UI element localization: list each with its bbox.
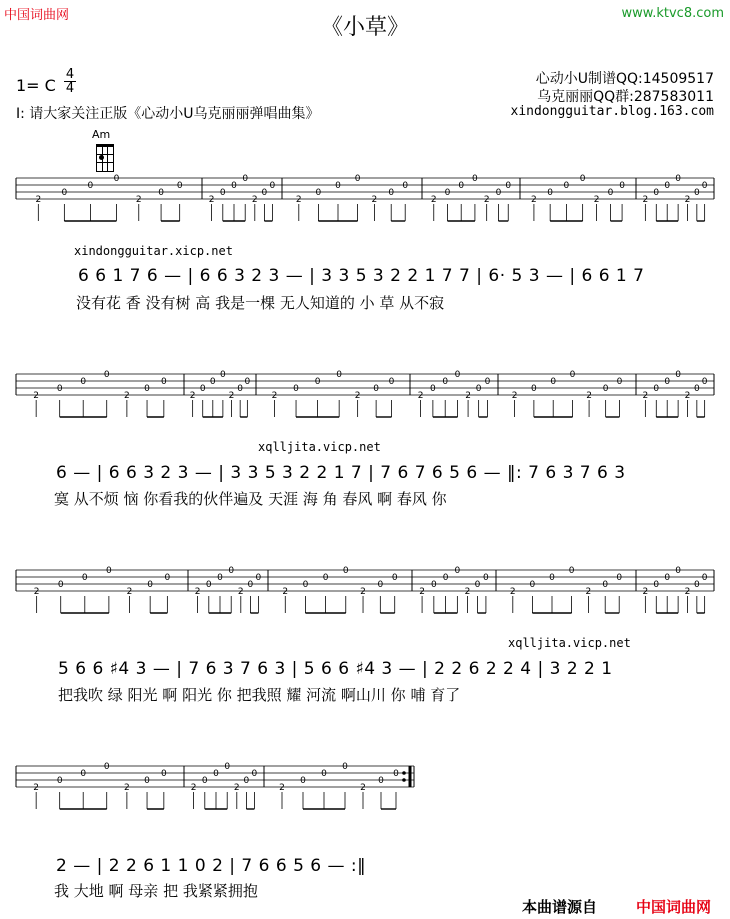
tab-fret-number: 0 — [454, 566, 461, 576]
tab-fret-number: 0 — [342, 762, 348, 772]
tab-fret-number: 2 — [251, 195, 258, 205]
tab-fret-number: 2 — [271, 391, 278, 401]
watermark-2: xqlljita.vicp.net — [258, 440, 381, 454]
tab-fret-number: 2 — [684, 587, 691, 597]
lyrics-line-4: 我 大地 啊 母亲 把 我紧紧拥抱 — [54, 882, 258, 900]
tab-fret-number: 0 — [57, 580, 64, 590]
repeat-dot — [402, 778, 406, 782]
tab-fret-number: 2 — [194, 587, 201, 597]
footer-source-label: 本曲谱源自 — [522, 898, 598, 916]
tab-fret-number: 2 — [642, 391, 649, 401]
tab-fret-number: 0 — [213, 769, 219, 779]
tab-fret-number: 0 — [147, 580, 154, 590]
tab-fret-number: 0 — [293, 384, 299, 394]
blog-text: xindongguitar.blog.163.com — [510, 104, 714, 119]
tab-fret-number: 2 — [684, 391, 691, 401]
tab-fret-number: 0 — [430, 580, 437, 590]
tab-fret-number: 0 — [164, 573, 171, 583]
tab-fret-number: 0 — [314, 377, 321, 387]
tab-fret-number: 0 — [701, 181, 708, 191]
repeat-dot — [402, 771, 406, 775]
tab-fret-number: 0 — [550, 377, 557, 387]
tab-fret-number: 0 — [144, 776, 150, 786]
maker-text: 心动小U制谱QQ:14509517 — [535, 71, 714, 87]
tab-fret-number: 0 — [458, 181, 465, 191]
tab-fret-number: 0 — [619, 181, 625, 191]
notation-line-1: 6 6 1 7 6 — | 6 6 3 2 3 — | 3 3 5 3 2 2 1 7 7 | 6· 5 3 — | 6 6 1 7 — [78, 266, 645, 286]
tab-fret-number: 0 — [315, 188, 322, 198]
tab-fret-number: 0 — [607, 188, 614, 198]
tab-fret-number: 0 — [87, 181, 94, 191]
tab-fret-number: 0 — [388, 188, 395, 198]
site-logo-left[interactable]: 中国词曲网 — [4, 8, 70, 23]
tab-fret-number: 0 — [220, 370, 226, 380]
tab-fret-number: 0 — [547, 188, 554, 198]
tab-fret-number: 0 — [579, 174, 586, 184]
tab-fret-number: 0 — [199, 384, 206, 394]
tab-fret-number: 0 — [664, 573, 671, 583]
tab-fret-number: 0 — [113, 174, 120, 184]
tab-fret-number: 0 — [529, 580, 536, 590]
tab-fret-number: 2 — [228, 391, 235, 401]
tab-fret-number: 2 — [33, 391, 40, 401]
tab-fret-number: 0 — [224, 762, 231, 772]
lyrics-line-3: 把我吹 绿 阳光 啊 阳光 你 把我照 耀 河流 啊山川 你 哺 育了 — [58, 686, 461, 704]
tab-fret-number: 2 — [124, 391, 130, 401]
tab-fret-number: 0 — [602, 580, 609, 590]
notation-line-2: 6 — | 6 6 3 2 3 — | 3 3 5 3 2 2 1 7 | 7 6 7 6 5 6 — ‖: 7 6 3 7 6 3 — [56, 463, 626, 483]
tab-fret-number: 0 — [237, 384, 244, 394]
tab-fret-number: 0 — [219, 188, 226, 198]
tab-fret-number: 0 — [472, 174, 478, 184]
lyrics-line-1: 没有花 香 没有树 高 我是一棵 无人知道的 小 草 从不寂 — [76, 294, 445, 312]
tab-fret-number: 2 — [282, 587, 289, 597]
tab-fret-number: 0 — [483, 573, 489, 583]
tab-fret-number: 2 — [464, 587, 471, 597]
tab-fret-number: 0 — [247, 580, 254, 590]
tab-fret-number: 0 — [209, 377, 216, 387]
tab-fret-number: 2 — [593, 195, 600, 205]
tab-fret-number: 0 — [430, 384, 436, 394]
tab-fret-number: 0 — [653, 384, 660, 394]
tab-fret-number: 0 — [495, 188, 502, 198]
tab-fret-number: 2 — [35, 195, 42, 205]
tab-fret-number: 2 — [586, 391, 592, 401]
tab-fret-number: 0 — [231, 181, 237, 191]
tab-fret-number: 0 — [336, 370, 343, 380]
tab-fret-number: 0 — [103, 762, 110, 772]
tab-fret-number: 0 — [505, 181, 512, 191]
tab-fret-number: 0 — [255, 573, 262, 583]
tab-fret-number: 0 — [158, 188, 164, 198]
tab-fret-number: 2 — [126, 587, 133, 597]
group-text: 乌克丽丽QQ群:287583011 — [537, 89, 714, 105]
tab-fret-number: 0 — [653, 580, 660, 590]
tab-fret-number: 0 — [261, 188, 268, 198]
tab-fret-number: 0 — [144, 384, 150, 394]
tab-fret-number: 2 — [419, 587, 425, 597]
tab-fret-number: 0 — [378, 776, 384, 786]
tab-fret-number: 0 — [377, 580, 384, 590]
tab-fret-number: 0 — [693, 384, 700, 394]
tab-fret-number: 0 — [474, 580, 481, 590]
tab-fret-number: 0 — [475, 384, 482, 394]
tab-fret-number: 0 — [56, 384, 63, 394]
tab-fret-number: 0 — [664, 181, 671, 191]
tab-fret-number: 0 — [693, 580, 700, 590]
tab-fret-number: 0 — [160, 377, 167, 387]
tab-fret-number: 0 — [243, 776, 250, 786]
tab-fret-number: 2 — [360, 587, 366, 597]
tab-fret-number: 0 — [342, 566, 349, 576]
site-url-right[interactable]: www.ktvc8.com — [621, 6, 724, 21]
tab-fret-number: 0 — [391, 573, 398, 583]
tab-fret-number: 2 — [33, 587, 40, 597]
tab-fret-number: 2 — [190, 783, 197, 793]
tab-fret-number: 0 — [217, 573, 223, 583]
tab-fret-number: 0 — [354, 174, 361, 184]
tab-fret-number: 0 — [201, 776, 208, 786]
watermark-3: xqlljita.vicp.net — [508, 636, 631, 650]
tab-fret-number: 0 — [80, 377, 87, 387]
tab-fret-number: 0 — [228, 566, 235, 576]
tab-fret-number: 0 — [616, 377, 623, 387]
notation-line-3: 5 6 6 ♯4 3 — | 7 6 3 7 6 3 | 5 6 6 ♯4 3 — | 2 2 6 2 2 4 | 3 2 2 1 — [58, 659, 613, 679]
tab-fret-number: 2 — [465, 391, 471, 401]
tab-fret-number: 0 — [563, 181, 570, 191]
page-title: 《小草》 — [320, 15, 409, 40]
tab-fret-number: 0 — [61, 188, 68, 198]
tab-fret-number: 0 — [242, 174, 249, 184]
tab-fret-number: 0 — [444, 188, 451, 198]
tab-fret-number: 0 — [616, 573, 623, 583]
tab-fret-number: 0 — [269, 181, 276, 191]
tab-fret-number: 0 — [454, 370, 461, 380]
tab-fret-number: 0 — [664, 377, 671, 387]
tab-fret-number: 2 — [135, 195, 142, 205]
tab-fret-number: 0 — [549, 573, 555, 583]
tab-fret-number: 2 — [360, 783, 366, 793]
notation-line-4: 2 — | 2 2 6 1 1 0 2 | 7 6 6 5 6 — :‖ — [56, 856, 367, 876]
tab-fret-number: 0 — [484, 377, 491, 387]
tab-fret-number: 0 — [300, 776, 306, 786]
tab-fret-number: 2 — [684, 195, 691, 205]
tab-fret-number: 0 — [442, 377, 449, 387]
tab-fret-number: 0 — [106, 566, 112, 576]
tab-fret-number: 2 — [511, 391, 518, 401]
tab-fret-number: 0 — [693, 188, 700, 198]
tab-fret-number: 0 — [701, 573, 708, 583]
tab-fret-number: 0 — [675, 566, 681, 576]
tab-fret-number: 0 — [321, 769, 327, 779]
tab-fret-number: 2 — [295, 195, 302, 205]
notice-text: I: 请大家关注正版《心动小U乌克丽丽弹唱曲集》 — [16, 106, 320, 122]
tab-fret-number: 2 — [33, 783, 40, 793]
tab-fret-number: 2 — [417, 391, 424, 401]
tab-fret-number: 0 — [176, 181, 183, 191]
time-signature-top: 4 — [65, 67, 75, 82]
tab-fret-number: 0 — [531, 384, 537, 394]
tab-fret-number: 2 — [509, 587, 516, 597]
tab-fret-number: 0 — [569, 370, 576, 380]
tab-fret-number: 0 — [373, 384, 379, 394]
tab-fret-number: 2 — [354, 391, 361, 401]
tab-fret-number: 0 — [251, 769, 258, 779]
footer-source-site[interactable]: 中国词曲网 — [636, 898, 712, 916]
time-signature-bottom: 4 — [65, 81, 75, 96]
tab-fret-number: 0 — [205, 580, 212, 590]
key-signature: 1= C — [16, 76, 56, 95]
tab-fret-number: 0 — [244, 377, 251, 387]
tab-fret-number: 0 — [56, 776, 63, 786]
tab-fret-number: 0 — [442, 573, 449, 583]
tab-fret-number: 0 — [322, 573, 329, 583]
tab-fret-number: 0 — [675, 174, 681, 184]
tab-fret-number: 0 — [653, 188, 660, 198]
tab-fret-number: 0 — [568, 566, 575, 576]
tab-fret-number: 0 — [675, 370, 681, 380]
tab-fret-number: 0 — [81, 573, 88, 583]
tab-fret-number: 2 — [237, 587, 244, 597]
tab-fret-number: 2 — [371, 195, 378, 205]
tab-fret-number: 2 — [208, 195, 215, 205]
tab-fret-number: 2 — [585, 587, 592, 597]
tab-fret-number: 0 — [701, 377, 708, 387]
tab-fret-number: 2 — [430, 195, 437, 205]
lyrics-line-2: 寞 从不烦 恼 你看我的伙伴遍及 天涯 海 角 春风 啊 春风 你 — [54, 490, 447, 508]
chord-name-am: Am — [92, 128, 111, 141]
tab-fret-number: 0 — [80, 769, 87, 779]
tab-fret-number: 2 — [483, 195, 490, 205]
tab-fret-number: 0 — [388, 377, 395, 387]
tab-fret-number: 2 — [531, 195, 537, 205]
tab-fret-number: 0 — [602, 384, 609, 394]
tab-fret-number: 2 — [642, 195, 649, 205]
tab-fret-number: 0 — [160, 769, 167, 779]
tab-fret-number: 2 — [279, 783, 285, 793]
tab-fret-number: 0 — [103, 370, 110, 380]
watermark-1: xindongguitar.xicp.net — [74, 244, 233, 258]
tab-fret-number: 0 — [302, 580, 309, 590]
tab-fret-number: 2 — [124, 783, 130, 793]
tab-fret-number: 2 — [189, 391, 196, 401]
tab-fret-number: 0 — [335, 181, 341, 191]
tab-fret-number: 0 — [402, 181, 409, 191]
tab-fret-number: 2 — [233, 783, 240, 793]
tab-fret-number: 2 — [642, 587, 649, 597]
tab-fret-number: 0 — [393, 769, 399, 779]
